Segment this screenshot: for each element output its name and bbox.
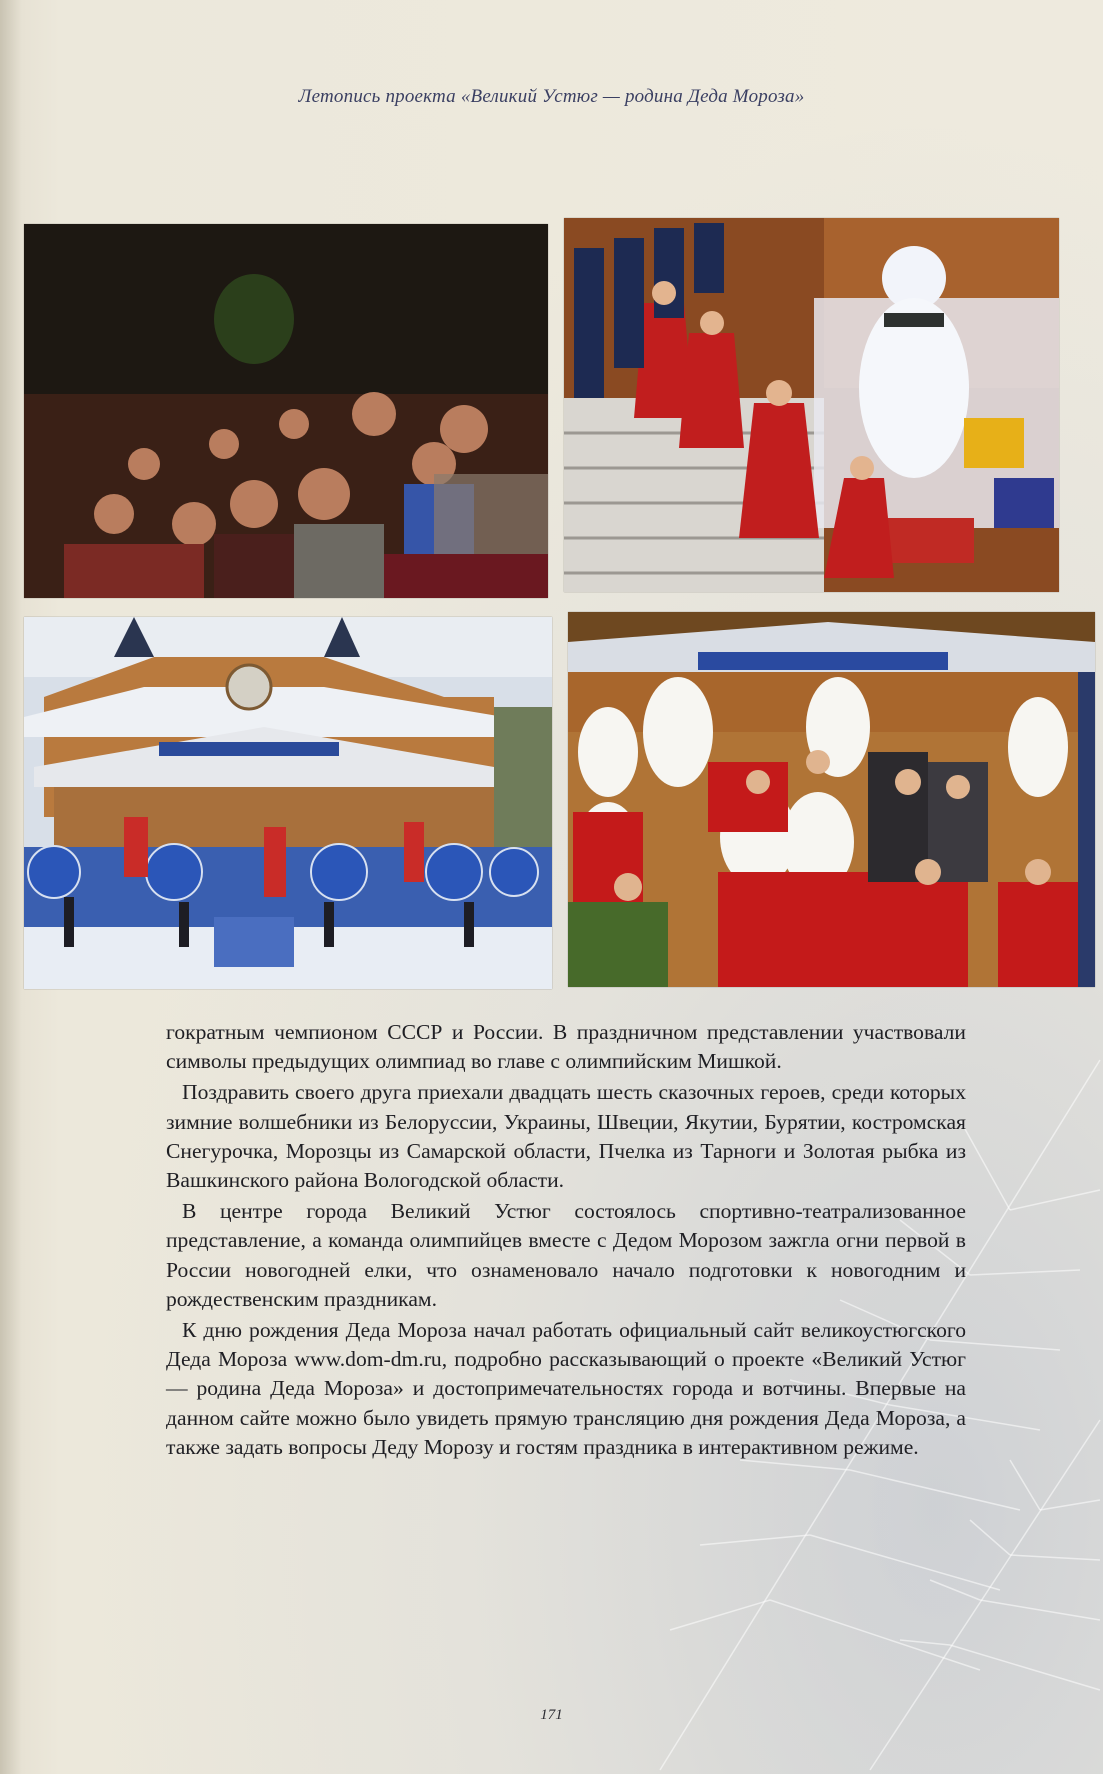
paragraph-1: гократным чемпионом СССР и России. В праздничном представлении участвовали символы предыдущих олимпиад во главе с олимпийским Мишкой.: [166, 1020, 966, 1074]
photo-snowman-stairs: [564, 218, 1059, 592]
paragraph-2: Поздравить своего друга приехали двадцать шесть сказочных героев, среди которых зимние волшебники из Белоруссии, Украины, Швеции, Якутии, Бурятии, костромская Снегурочка, Морозцы из Самарской области, Пчелка из Тарноги и Золотая рыбка из Вашкинского района Вологодской области.: [166, 1080, 966, 1193]
article-body: [166, 1018, 966, 1464]
page-number: 171: [540, 1707, 563, 1723]
paragraph-3: В центре города Великий Устюг состоялось спортивно-театрализованное представление, а команда олимпийцев вместе с Дедом Морозом зажгла огни первой в России новогодней елки, что ознаменовало начало подготовки к новогодним и рождественским праздникам.: [166, 1199, 966, 1311]
running-head: Летопись проекта «Великий Устюг — родина Деда Мороза»: [298, 86, 805, 107]
photo-residence-stage: [24, 617, 552, 989]
paragraph-4: К дню рождения Деда Мороза начал работать официальный сайт великоустюгского Деда Мороза www.dom-dm.ru, подробно рассказывающий о проекте «Великий Устюг — родина Деда Мороза» и достопримечательностях города и вотчины. Впервые на данном сайте можно было увидеть прямую трансляцию дня рождения Деда Мороза, а также задать вопросы Деду Морозу и гостям праздника в интерактивном режиме.: [166, 1318, 966, 1459]
photo-audience: [24, 224, 548, 598]
photo-ded-moroz-group: [568, 612, 1095, 987]
